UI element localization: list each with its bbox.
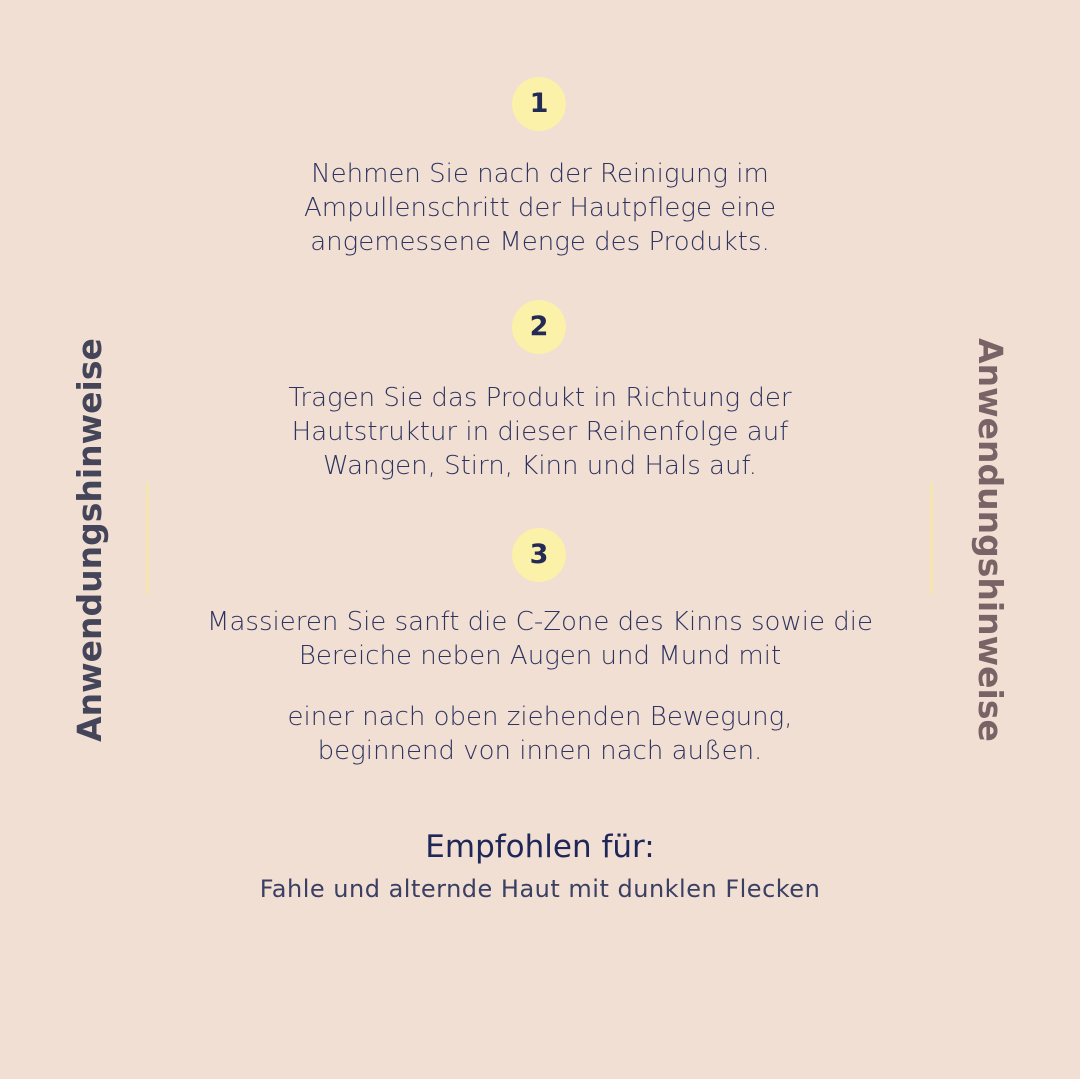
step-1-line: Nehmen Sie nach der Reinigung im xyxy=(311,159,769,189)
side-divider-left xyxy=(146,483,149,595)
step-1-line: Ampullenschritt der Hautpflege eine xyxy=(304,193,776,223)
step-2-badge: 2 xyxy=(512,300,566,354)
step-2-text xyxy=(150,381,930,483)
step-1-line: angemessene Menge des Produkts. xyxy=(310,227,770,257)
step-3-line: Massieren Sie sanft die C-Zone des Kinns sowie die xyxy=(207,607,873,637)
step-2-line: Hautstruktur in dieser Reihenfolge auf xyxy=(291,417,789,447)
recommended-text: Fahle und alternde Haut mit dunklen Flecken xyxy=(259,875,821,903)
side-title-right: Anwendungshinweise xyxy=(971,338,1010,742)
step-3-line: einer nach oben ziehenden Bewegung, xyxy=(287,702,793,732)
step-1-badge: 1 xyxy=(512,77,566,131)
step-3-line: beginnend von innen nach außen. xyxy=(317,736,763,766)
side-title-left: Anwendungshinweise xyxy=(70,338,109,742)
step-3-continuation-text xyxy=(150,700,930,768)
step-1-text xyxy=(150,157,930,259)
recommended-title: Empfohlen für: xyxy=(425,829,655,865)
step-2-line: Tragen Sie das Produkt in Richtung der xyxy=(288,383,792,413)
side-divider-right xyxy=(930,483,933,595)
step-3-badge: 3 xyxy=(512,528,566,582)
step-3-line: Bereiche neben Augen und Mund mit xyxy=(298,641,782,671)
step-2-line: Wangen, Stirn, Kinn und Hals auf. xyxy=(323,451,757,481)
step-3-text xyxy=(150,605,930,673)
